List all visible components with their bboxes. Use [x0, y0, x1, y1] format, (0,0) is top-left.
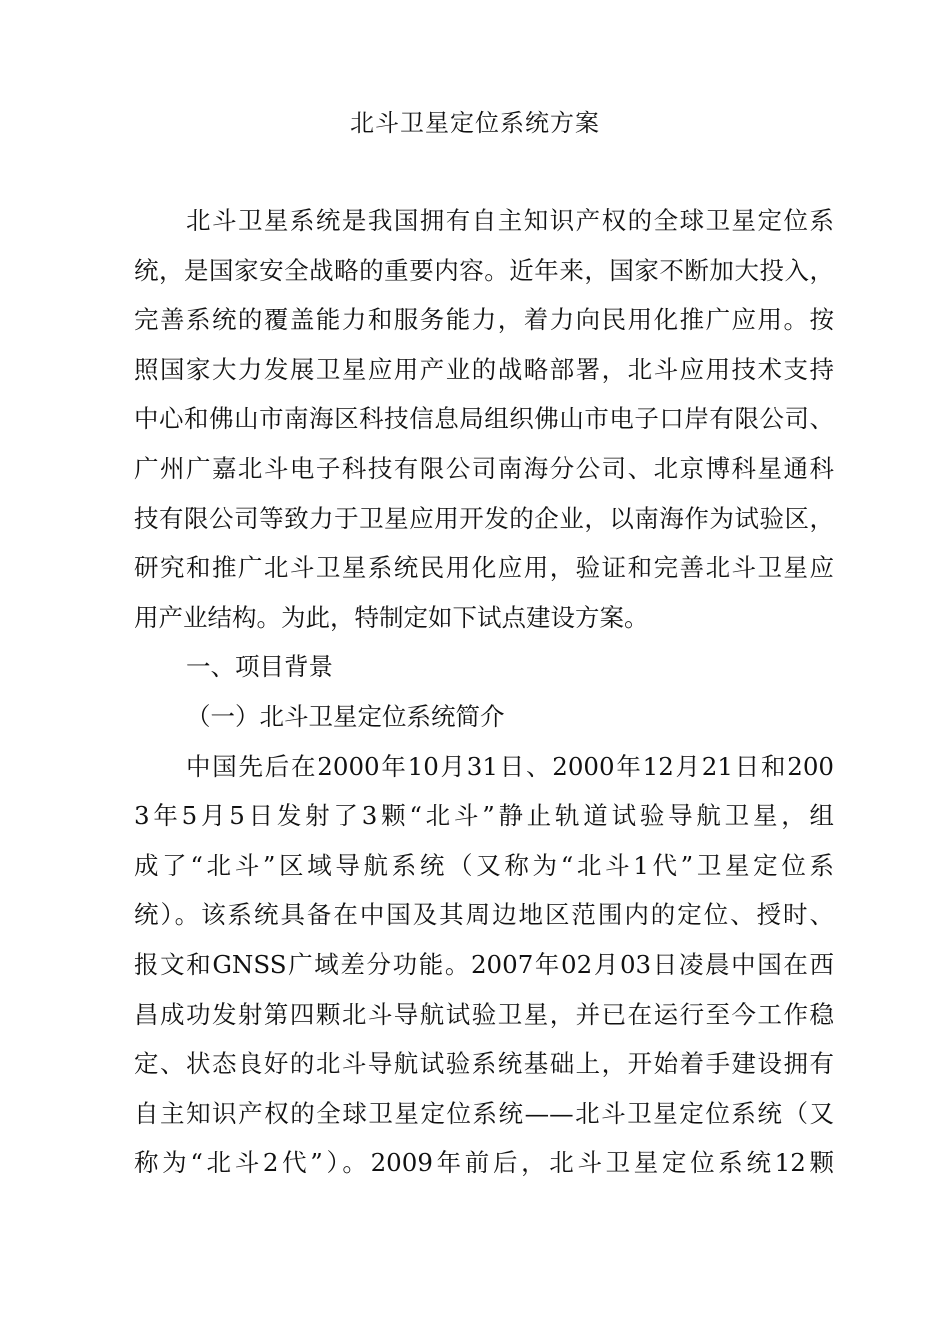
paragraph-line: 研究和推广北斗卫星系统民用化应用，验证和完善北斗卫星应	[134, 553, 834, 583]
document-title: 北斗卫星定位系统方案	[350, 109, 600, 137]
paragraph-line: 统）。该系统具备在中国及其周边地区范围内的定位、授时、	[134, 900, 834, 930]
paragraph-line: 北斗卫星系统是我国拥有自主知识产权的全球卫星定位系	[186, 206, 834, 235]
paragraph-line: 成了“北斗”区域导航系统（又称为“北斗1代”卫星定位系	[134, 850, 834, 880]
paragraph-line: 定、状态良好的北斗导航试验系统基础上，开始着手建设拥有	[134, 1049, 834, 1079]
paragraph-line: 称为“北斗2代”）。2009年前后，北斗卫星定位系统12颗	[134, 1148, 834, 1178]
paragraph-line: 用产业结构。为此，特制定如下试点建设方案。	[134, 602, 649, 632]
paragraph-line: 报文和GNSS广域差分功能。2007年02月03日凌晨中国在西	[134, 949, 834, 979]
paragraph-line: 中心和佛山市南海区科技信息局组织佛山市电子口岸有限公司、	[134, 404, 834, 434]
paragraph-line: 昌成功发射第四颗北斗导航试验卫星，并已在运行至今工作稳	[134, 999, 834, 1029]
section-heading: 一、项目背景	[186, 652, 333, 682]
paragraph-line: 中国先后在2000年10月31日、2000年12月21日和200	[186, 751, 834, 781]
paragraph-line: 广州广嘉北斗电子科技有限公司南海分公司、北京博科星通科	[134, 453, 834, 483]
subsection-heading: （一）北斗卫星定位系统简介	[186, 701, 505, 731]
paragraph-line: 3年5月5日发射了3颗“北斗”静止轨道试验导航卫星，组	[134, 801, 834, 831]
paragraph-line: 照国家大力发展卫星应用产业的战略部署，北斗应用技术支持	[134, 354, 834, 384]
paragraph-line: 统，是国家安全战略的重要内容。近年来，国家不断加大投入，	[134, 255, 834, 285]
document-body	[134, 196, 834, 1188]
paragraph-line: 完善系统的覆盖能力和服务能力，着力向民用化推广应用。按	[134, 305, 834, 335]
paragraph-line: 自主知识产权的全球卫星定位系统——北斗卫星定位系统（又	[134, 1098, 834, 1128]
paragraph-line: 技有限公司等致力于卫星应用开发的企业，以南海作为试验区，	[134, 503, 834, 533]
